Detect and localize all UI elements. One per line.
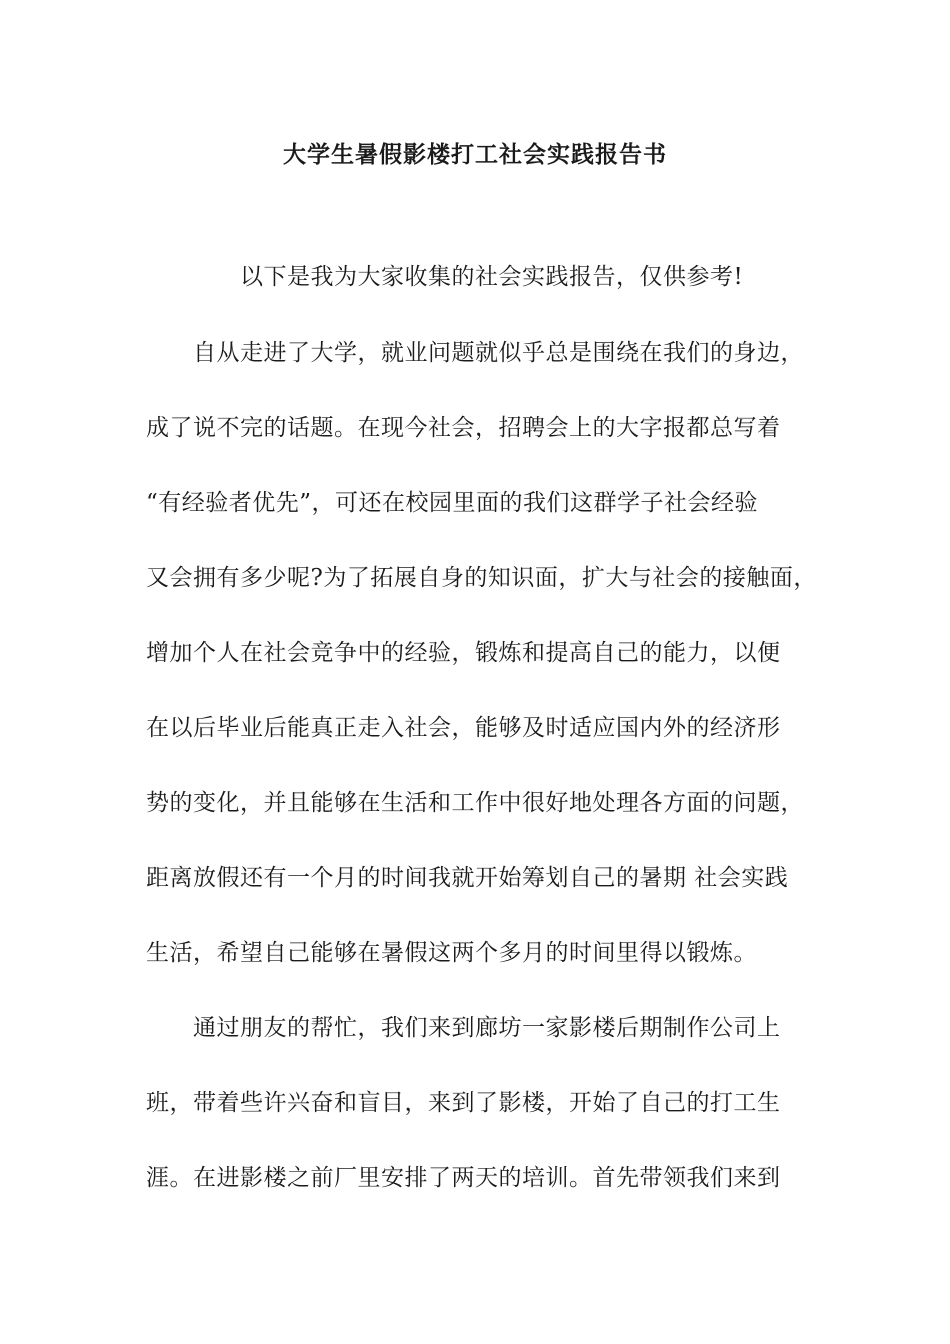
paragraph-1-line-3: “有经验者优先”，可还在校园里面的我们这群学子社会经验 [146,490,759,516]
paragraph-2-line-2: 班，带着些许兴奋和盲目，来到了影楼，开始了自己的打工生 [146,1090,781,1116]
intro-line: 以下是我为大家收集的社会实践报告，仅供参考! [240,264,744,290]
document-title: 大学生暑假影楼打工社会实践报告书 [283,141,667,168]
paragraph-1-line-4: 又会拥有多少呢?为了拓展自身的知识面，扩大与社会的接触面， [146,565,817,591]
paragraph-2-line-3: 涯。在进影楼之前厂里安排了两天的培训。首先带领我们来到 [146,1165,781,1191]
paragraph-1-line-8: 距离放假还有一个月的时间我就开始筹划自己的暑期 社会实践 [146,865,789,891]
paragraph-1-line-7: 势的变化，并且能够在生活和工作中很好地处理各方面的问题， [146,790,804,816]
paragraph-1-line-9: 生活，希望自己能够在暑假这两个多月的时间里得以锻炼。 [146,940,757,966]
paragraph-1-line-2: 成了说不完的话题。在现今社会，招聘会上的大字报都总写着 [146,415,781,441]
paragraph-1-line-5: 增加个人在社会竞争中的经验，锻炼和提高自己的能力，以便 [146,640,781,666]
paragraph-1-line-1: 自从走进了大学，就业问题就似乎总是围绕在我们的身边， [193,340,804,366]
paragraph-2-line-1: 通过朋友的帮忙，我们来到廊坊一家影楼后期制作公司上 [193,1015,781,1041]
paragraph-1-line-6: 在以后毕业后能真正走入社会，能够及时适应国内外的经济形 [146,715,781,741]
